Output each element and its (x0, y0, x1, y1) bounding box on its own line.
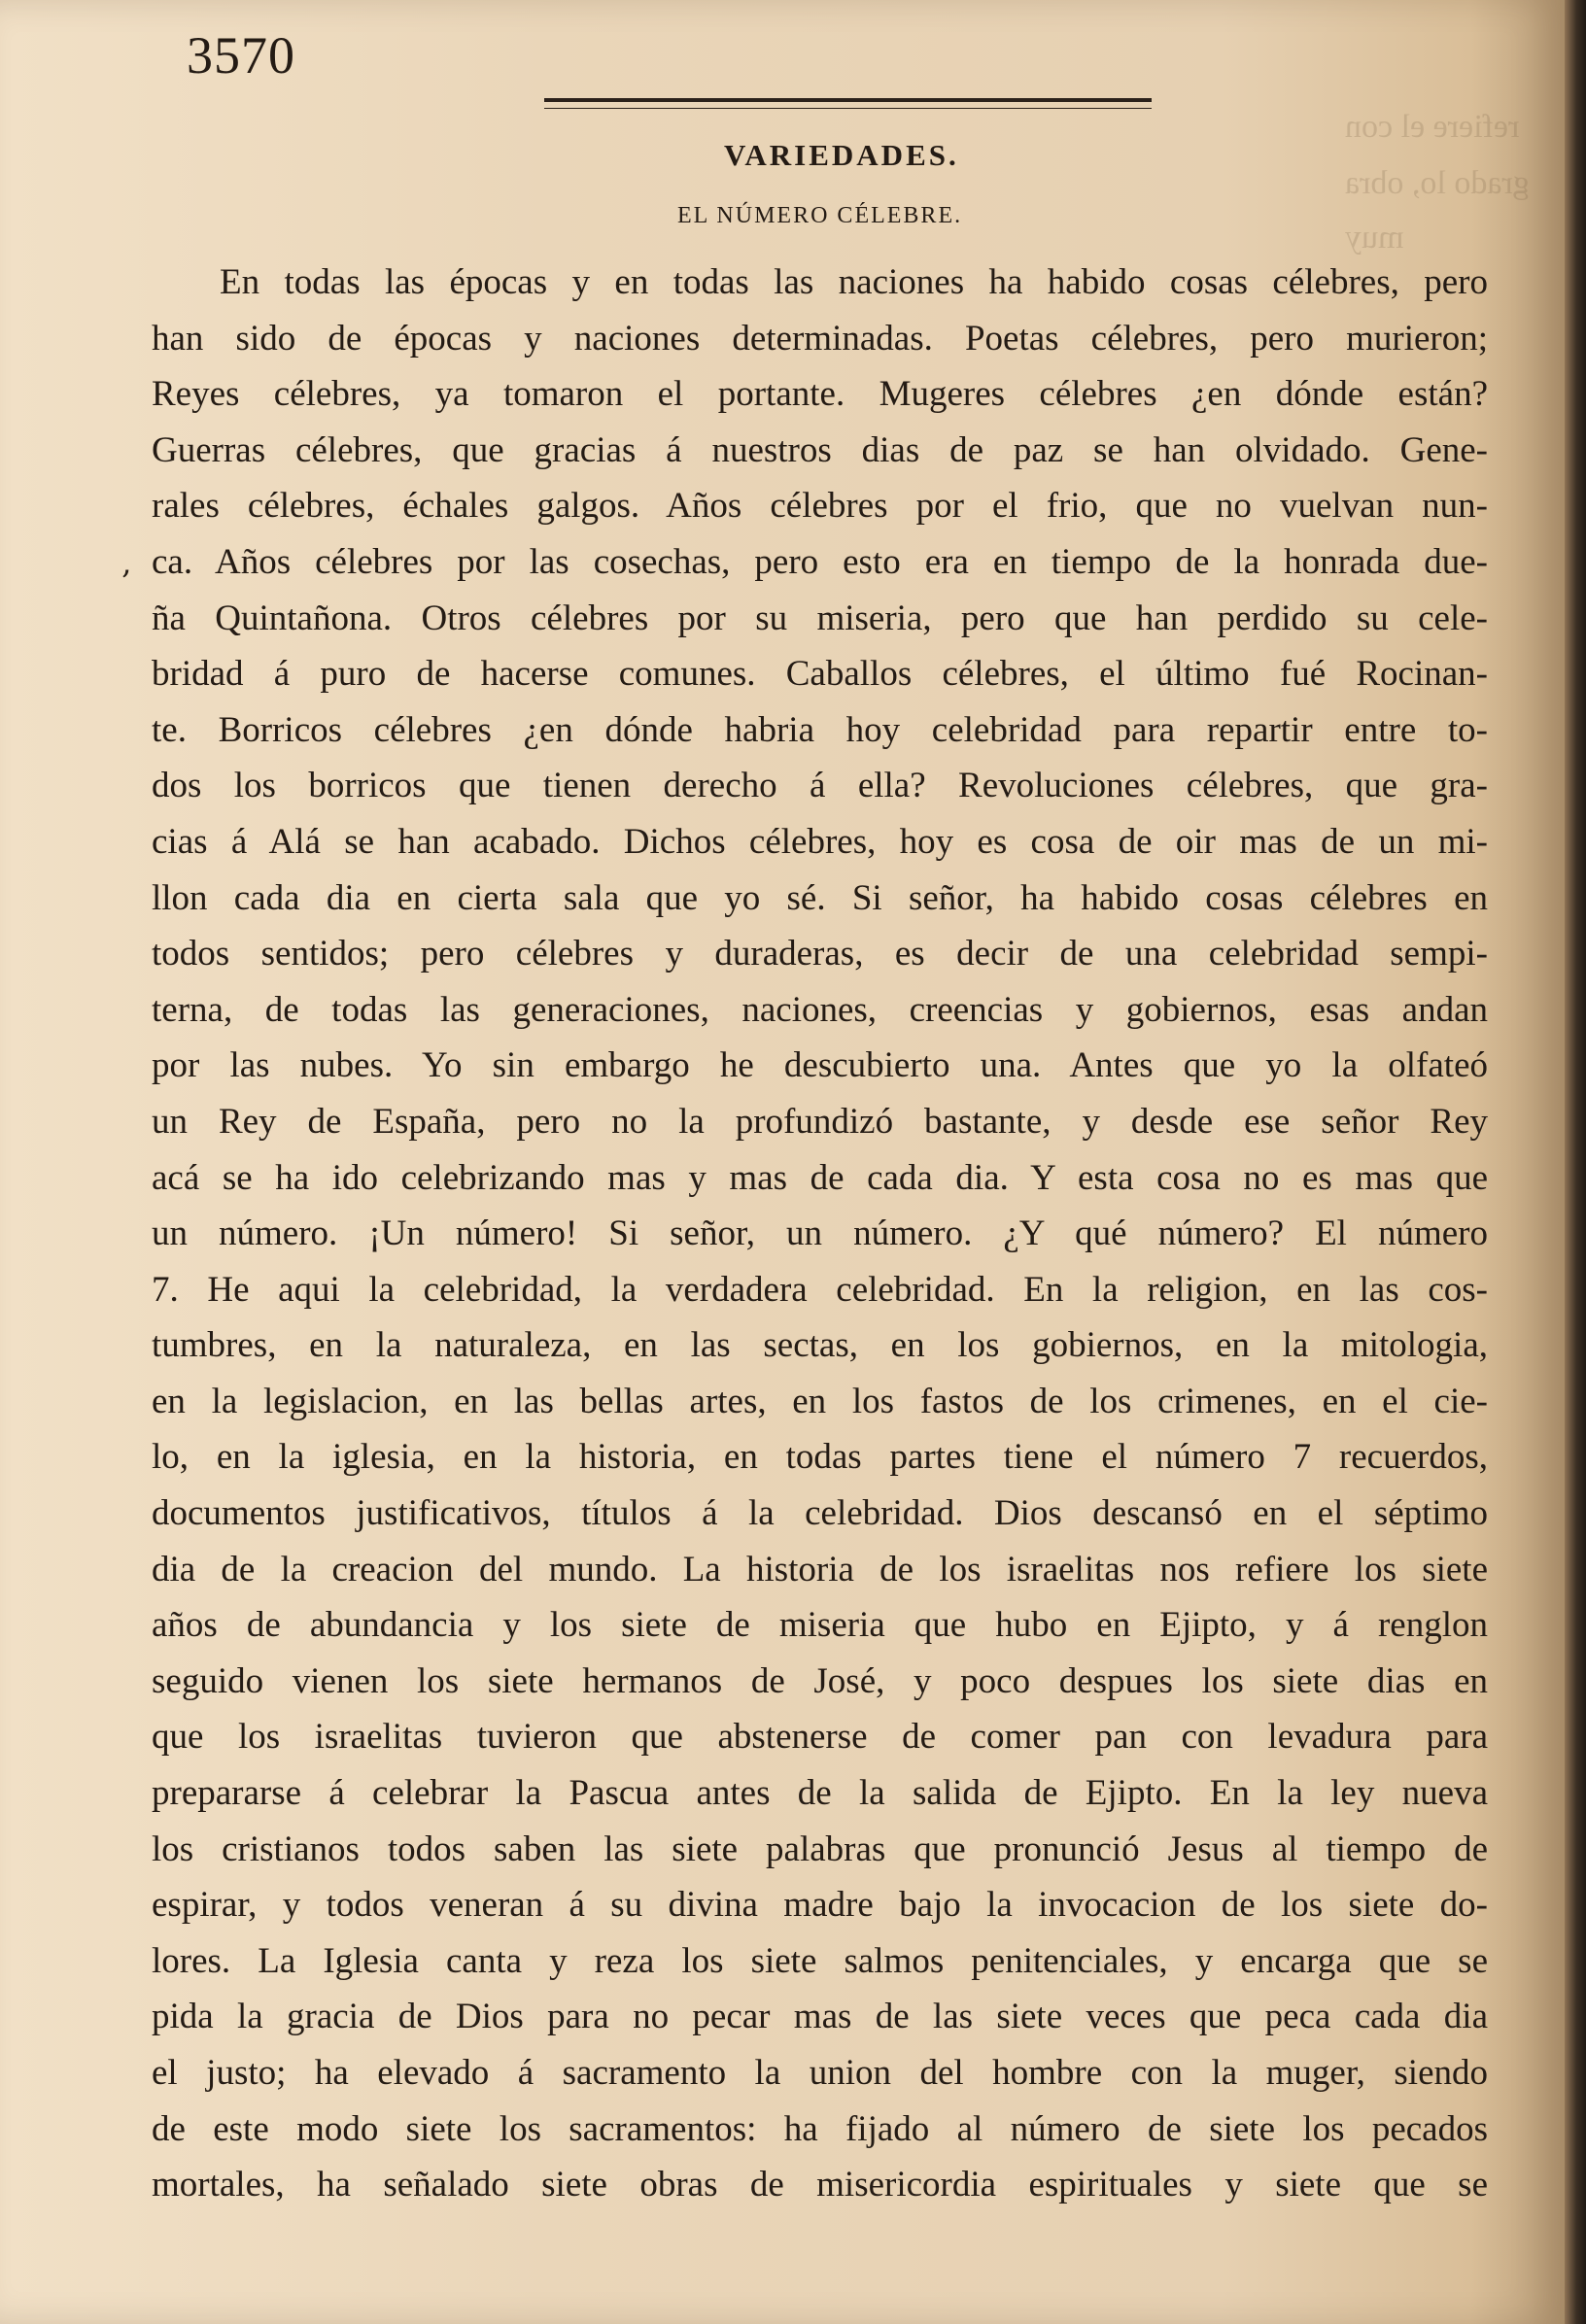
section-title: VARIEDADES. (724, 138, 959, 172)
body-line: un número. ¡Un número! Si señor, un número. ¿Y qué número? El número (152, 1213, 1488, 1254)
bleed-through-text: muy (1345, 220, 1404, 256)
book-spine (1565, 0, 1586, 2324)
body-line: el justo; ha elevado á sacramento la union del hombre con la muger, siendo (152, 2053, 1488, 2093)
body-line: terna, de todas las generaciones, naciones, creencias y gobiernos, esas andan (152, 989, 1488, 1030)
body-line: han sido de épocas y naciones determinadas. Poetas célebres, pero murieron; (152, 318, 1488, 359)
body-line: te. Borricos célebres ¿en dónde habria hoy celebridad para repartir entre to- (152, 709, 1488, 750)
body-line: un Rey de España, pero no la profundizó bastante, y desde ese señor Rey (152, 1101, 1488, 1142)
body-line: prepararse á celebrar la Pascua antes de la salida de Ejipto. En la ley nueva (152, 1773, 1488, 1814)
body-line: espirar, y todos veneran á su divina madre bajo la invocacion de los siete do- (152, 1885, 1488, 1926)
body-line: en la legislacion, en las bellas artes, en los fastos de los crimenes, en el cie- (152, 1381, 1488, 1421)
body-line: dia de la creacion del mundo. La historia de los israelitas nos refiere los siete (152, 1549, 1488, 1589)
bleed-through-text: grado lo, obra (1345, 165, 1530, 201)
page-number: 3570 (187, 26, 295, 85)
body-line: acá se ha ido celebrizando mas y mas de cada dia. Y esta cosa no es mas que (152, 1157, 1488, 1198)
body-line: ña Quintañona. Otros célebres por su miseria, pero que han perdido su cele- (152, 598, 1488, 638)
body-line: seguido vienen los siete hermanos de José, y poco despues los siete dias en (152, 1660, 1488, 1701)
body-line: cias á Alá se han acabado. Dichos célebres, hoy es cosa de oir mas de un mi- (152, 821, 1488, 862)
body-line: lores. La Iglesia canta y reza los siete salmos penitenciales, y encarga que se (152, 1940, 1488, 1981)
body-line: dos los borricos que tienen derecho á ella? Revoluciones célebres, que gra- (152, 766, 1488, 806)
body-line: todos sentidos; pero célebres y duraderas, es decir de una celebridad sempi- (152, 934, 1488, 974)
body-line: tumbres, en la naturaleza, en las sectas, en los gobiernos, en la mitologia, (152, 1325, 1488, 1366)
body-line: los cristianos todos saben las siete palabras que pronunció Jesus al tiempo de (152, 1828, 1488, 1869)
body-line: 7. He aqui la celebridad, la verdadera celebridad. En la religion, en las cos- (152, 1269, 1488, 1310)
body-line: que los israelitas tuvieron que abstenerse de comer pan con levadura para (152, 1717, 1488, 1758)
article-body (152, 255, 1488, 2213)
body-line: mortales, ha señalado siete obras de misericordia espirituales y siete que se (152, 2165, 1488, 2205)
margin-mark: ‚ (121, 544, 132, 581)
body-line: ca. Años célebres por las cosechas, pero esto era en tiempo de la honrada due- (152, 541, 1488, 582)
body-line: bridad á puro de hacerse comunes. Caballos célebres, el último fué Rocinan- (152, 654, 1488, 695)
body-line: lo, en la iglesia, en la historia, en todas partes tiene el número 7 recuerdos, (152, 1437, 1488, 1478)
body-line: llon cada dia en cierta sala que yo sé. Si señor, ha habido cosas célebres en (152, 877, 1488, 918)
body-line: Reyes célebres, ya tomaron el portante. Mugeres célebres ¿en dónde están? (152, 374, 1488, 415)
body-line: años de abundancia y los siete de miseria que hubo en Ejipto, y á renglon (152, 1605, 1488, 1646)
body-line: rales célebres, échales galgos. Años célebres por el frio, que no vuelvan nun- (152, 486, 1488, 527)
body-line: documentos justificativos, títulos á la celebridad. Dios descansó en el séptimo (152, 1493, 1488, 1534)
article-title: EL NÚMERO CÉLEBRE. (677, 203, 963, 228)
body-line: de este modo siete los sacramentos: ha fijado al número de siete los pecados (152, 2108, 1488, 2149)
body-line: pida la gracia de Dios para no pecar mas de las siete veces que peca cada dia (152, 1997, 1488, 2037)
body-line: En todas las épocas y en todas las naciones ha habido cosas célebres, pero (220, 262, 1488, 302)
body-line: por las nubes. Yo sin embargo he descubierto una. Antes que yo la olfateó (152, 1045, 1488, 1086)
bleed-through-text: refiere el con (1345, 109, 1520, 145)
body-line: Guerras célebres, que gracias á nuestros dias de paz se han olvidado. Gene- (152, 429, 1488, 470)
header-rule (544, 98, 1152, 102)
